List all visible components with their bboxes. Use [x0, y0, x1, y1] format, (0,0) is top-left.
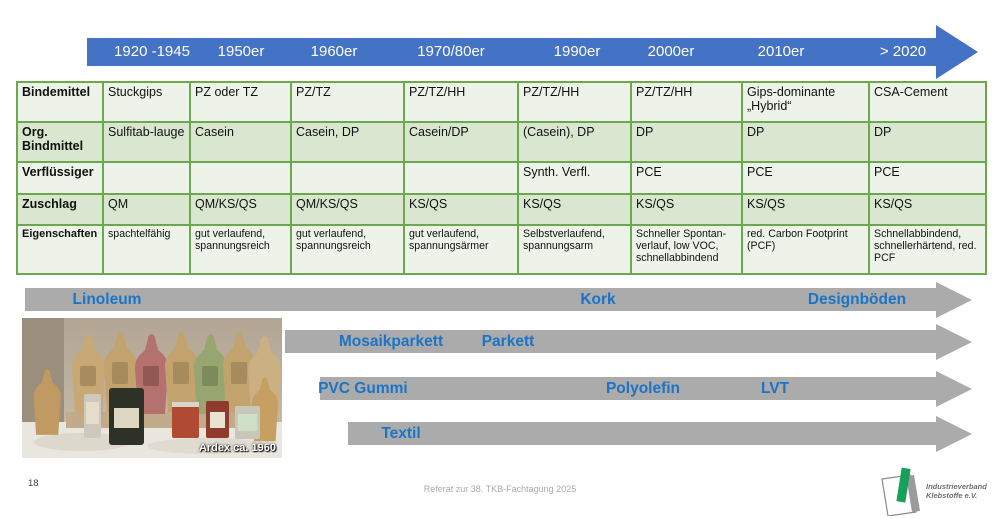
flooring-label: Parkett: [481, 333, 535, 350]
table-cell: KS/QS: [632, 195, 741, 224]
arrow-head-icon: [936, 282, 972, 318]
table-cell: PZ oder TZ: [191, 83, 290, 121]
footer-reference: Referat zur 38. TKB-Fachtagung 2025: [423, 484, 577, 494]
arrow-head-icon: [936, 416, 972, 452]
table-cell: [292, 163, 403, 193]
row-header-zuschlag: Zuschlag: [18, 195, 102, 224]
flooring-label: Designböden: [807, 291, 907, 308]
historic-products-photo: [22, 318, 282, 458]
row-header-verfluessiger: Verflüssiger: [18, 163, 102, 193]
flooring-label: Textil: [381, 425, 421, 442]
timeline-label: > 2020: [879, 43, 927, 60]
table-cell: KS/QS: [870, 195, 985, 224]
table-cell: gut verlaufend, spannungsreich: [292, 226, 403, 273]
table-cell: gut verlaufend, spannungsärmer: [405, 226, 517, 273]
flooring-label: Kork: [580, 291, 616, 308]
table-cell: Gips-dominante „Hybrid“: [743, 83, 868, 121]
arrow-head-icon: [936, 371, 972, 407]
table-cell: [104, 163, 189, 193]
table-cell: Schneller Spontan-verlauf, low VOC, schnellabbindend: [632, 226, 741, 273]
table-cell: (Casein), DP: [519, 123, 630, 161]
table-cell: KS/QS: [405, 195, 517, 224]
flooring-label: Mosaikparkett: [338, 333, 444, 350]
binder-table: [16, 81, 987, 275]
flooring-label: PVC: [318, 380, 350, 397]
table-cell: PZ/TZ: [292, 83, 403, 121]
timeline-label: 1990er: [553, 43, 601, 60]
table-cell: [191, 163, 290, 193]
table-cell: PCE: [870, 163, 985, 193]
table-cell: red. Carbon Footprint (PCF): [743, 226, 868, 273]
ivk-logo: [876, 466, 987, 516]
table-cell: Casein, DP: [292, 123, 403, 161]
flooring-label: Linoleum: [72, 291, 142, 308]
table-cell: PZ/TZ/HH: [519, 83, 630, 121]
ivk-logo-line1: Industrieverband: [926, 481, 987, 491]
arrow-bar: [348, 422, 936, 445]
flooring-label: LVT: [760, 380, 790, 397]
photo-illustration: [22, 318, 282, 458]
flooring-arrow-linoleum: [0, 288, 1000, 311]
table-cell: [405, 163, 517, 193]
timeline-label: 1960er: [310, 43, 358, 60]
table-cell: QM/KS/QS: [191, 195, 290, 224]
ivk-logo-icon: [876, 466, 922, 516]
table-cell: Stuckgips: [104, 83, 189, 121]
table-cell: Selbstverlaufend, spannungsarm: [519, 226, 630, 273]
table-cell: PCE: [743, 163, 868, 193]
flooring-label: Gummi: [354, 380, 408, 397]
photo-caption: Ardex ca. 1960: [198, 442, 276, 454]
decade-timeline: [0, 0, 1000, 80]
table-cell: KS/QS: [743, 195, 868, 224]
table-cell: DP: [632, 123, 741, 161]
arrow-head-icon: [936, 324, 972, 360]
table-cell: Schnellabbindend, schnellerhärtend, red. PCF: [870, 226, 985, 273]
table-cell: PZ/TZ/HH: [405, 83, 517, 121]
table-cell: Synth. Verfl.: [519, 163, 630, 193]
arrow-bar: [25, 288, 936, 311]
flooring-label: Polyolefin: [605, 380, 681, 397]
row-header-org-bindmittel: Org. Bindmittel: [18, 123, 102, 161]
table-cell: QM: [104, 195, 189, 224]
table-cell: PZ/TZ/HH: [632, 83, 741, 121]
timeline-label: 2010er: [757, 43, 805, 60]
table-cell: QM/KS/QS: [292, 195, 403, 224]
timeline-bar: [87, 38, 938, 66]
timeline-label: 1920 -1945: [114, 43, 190, 60]
table-cell: spachtelfähig: [104, 226, 189, 273]
table-cell: Casein: [191, 123, 290, 161]
timeline-label: 1970/80er: [417, 43, 485, 60]
ivk-logo-line2: Klebstoffe e.V.: [926, 491, 978, 500]
table-cell: Casein/DP: [405, 123, 517, 161]
table-cell: DP: [870, 123, 985, 161]
table-cell: DP: [743, 123, 868, 161]
timeline-label: 2000er: [647, 43, 695, 60]
page-number: 18: [28, 478, 39, 489]
row-header-bindemittel: Bindemittel: [18, 83, 102, 121]
table-cell: gut verlaufend, spannungsreich: [191, 226, 290, 273]
row-header-eigenschaften: Eigenschaften: [18, 226, 102, 273]
table-cell: CSA-Cement: [870, 83, 985, 121]
timeline-label: 1950er: [217, 43, 265, 60]
timeline-arrow-head-icon: [936, 25, 978, 79]
ivk-logo-text: [926, 482, 987, 501]
table-cell: Sulfitab-lauge: [104, 123, 189, 161]
table-cell: KS/QS: [519, 195, 630, 224]
table-cell: PCE: [632, 163, 741, 193]
